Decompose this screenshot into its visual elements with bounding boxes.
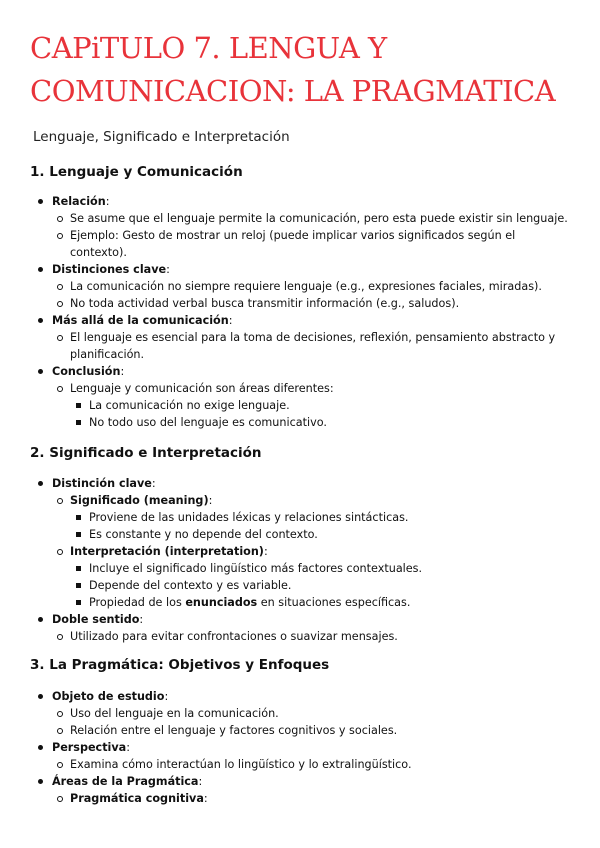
item-label: Doble sentido (52, 613, 140, 626)
list-item: Conclusión: (0, 363, 600, 380)
item-label: Áreas de la Pragmática (52, 775, 199, 788)
item-label: Objeto de estudio (52, 690, 165, 703)
item-text: Propiedad de los (89, 596, 186, 609)
section-heading: 2. Significado e Interpretación (30, 445, 262, 461)
list-item: Utilizado para evitar confrontaciones o suavizar mensajes. (0, 628, 600, 645)
list-item: No toda actividad verbal busca transmitir información (e.g., saludos). (0, 295, 600, 312)
item-label: Perspectiva (52, 741, 127, 754)
list-item: Se asume que el lenguaje permite la comunicación, pero esta puede existir sin lenguaje. (0, 210, 600, 227)
list-item: Áreas de la Pragmática: (0, 773, 600, 790)
list-item: Uso del lenguaje en la comunicación. (0, 705, 600, 722)
item-label: Distinción clave (52, 477, 152, 490)
item-label: Significado (meaning) (70, 494, 209, 507)
list-item: Objeto de estudio: (0, 688, 600, 705)
item-label: Conclusión (52, 365, 121, 378)
item-label: Distinciones clave (52, 263, 167, 276)
list-item: El lenguaje es esencial para la toma de decisiones, reflexión, pensamiento abstracto y planificación. (0, 329, 600, 363)
page-subtitle: Lenguaje, Significado e Interpretación (33, 129, 290, 145)
section-list (0, 688, 600, 807)
list-item: Significado (meaning): (0, 492, 600, 509)
list-item: Lenguaje y comunicación son áreas diferentes: (0, 380, 600, 397)
section-list (0, 193, 600, 431)
list-item: Distinciones clave: (0, 261, 600, 278)
list-item: La comunicación no siempre requiere lenguaje (e.g., expresiones faciales, miradas). (0, 278, 600, 295)
list-item: No todo uso del lenguaje es comunicativo. (0, 414, 600, 431)
item-bold-text: enunciados (185, 596, 258, 609)
list-item: Examina cómo interactúan lo lingüístico y lo extralingüístico. (0, 756, 600, 773)
list-item: Interpretación (interpretation): (0, 543, 600, 560)
item-label: Interpretación (interpretation) (70, 545, 264, 558)
section-heading: 3. La Pragmática: Objetivos y Enfoques (30, 657, 330, 673)
item-text: en situaciones específicas. (257, 596, 411, 609)
list-item: Depende del contexto y es variable. (0, 577, 600, 594)
item-label: Más allá de la comunicación (52, 314, 229, 327)
section-list (0, 475, 600, 645)
list-item: Relación: (0, 193, 600, 210)
item-label: Pragmática cognitiva (70, 792, 204, 805)
list-item: La comunicación no exige lenguaje. (0, 397, 600, 414)
list-item: Perspectiva: (0, 739, 600, 756)
list-item: Incluye el significado lingüístico más factores contextuales. (0, 560, 600, 577)
list-item: Proviene de las unidades léxicas y relaciones sintácticas. (0, 509, 600, 526)
list-item (0, 594, 600, 611)
list-item: Pragmática cognitiva: (0, 790, 600, 807)
list-item: Ejemplo: Gesto de mostrar un reloj (puede implicar varios significados según el contexto). (0, 227, 600, 261)
list-item: Más allá de la comunicación: (0, 312, 600, 329)
list-item: Es constante y no depende del contexto. (0, 526, 600, 543)
section-heading: 1. Lenguaje y Comunicación (30, 164, 243, 180)
list-item: Distinción clave: (0, 475, 600, 492)
list-item: Doble sentido: (0, 611, 600, 628)
page-title: CAPiTULO 7. LENGUA Y COMUNICACION: LA PRAGMATICA (30, 31, 556, 108)
item-label: Relación (52, 195, 106, 208)
list-item: Relación entre el lenguaje y factores cognitivos y sociales. (0, 722, 600, 739)
